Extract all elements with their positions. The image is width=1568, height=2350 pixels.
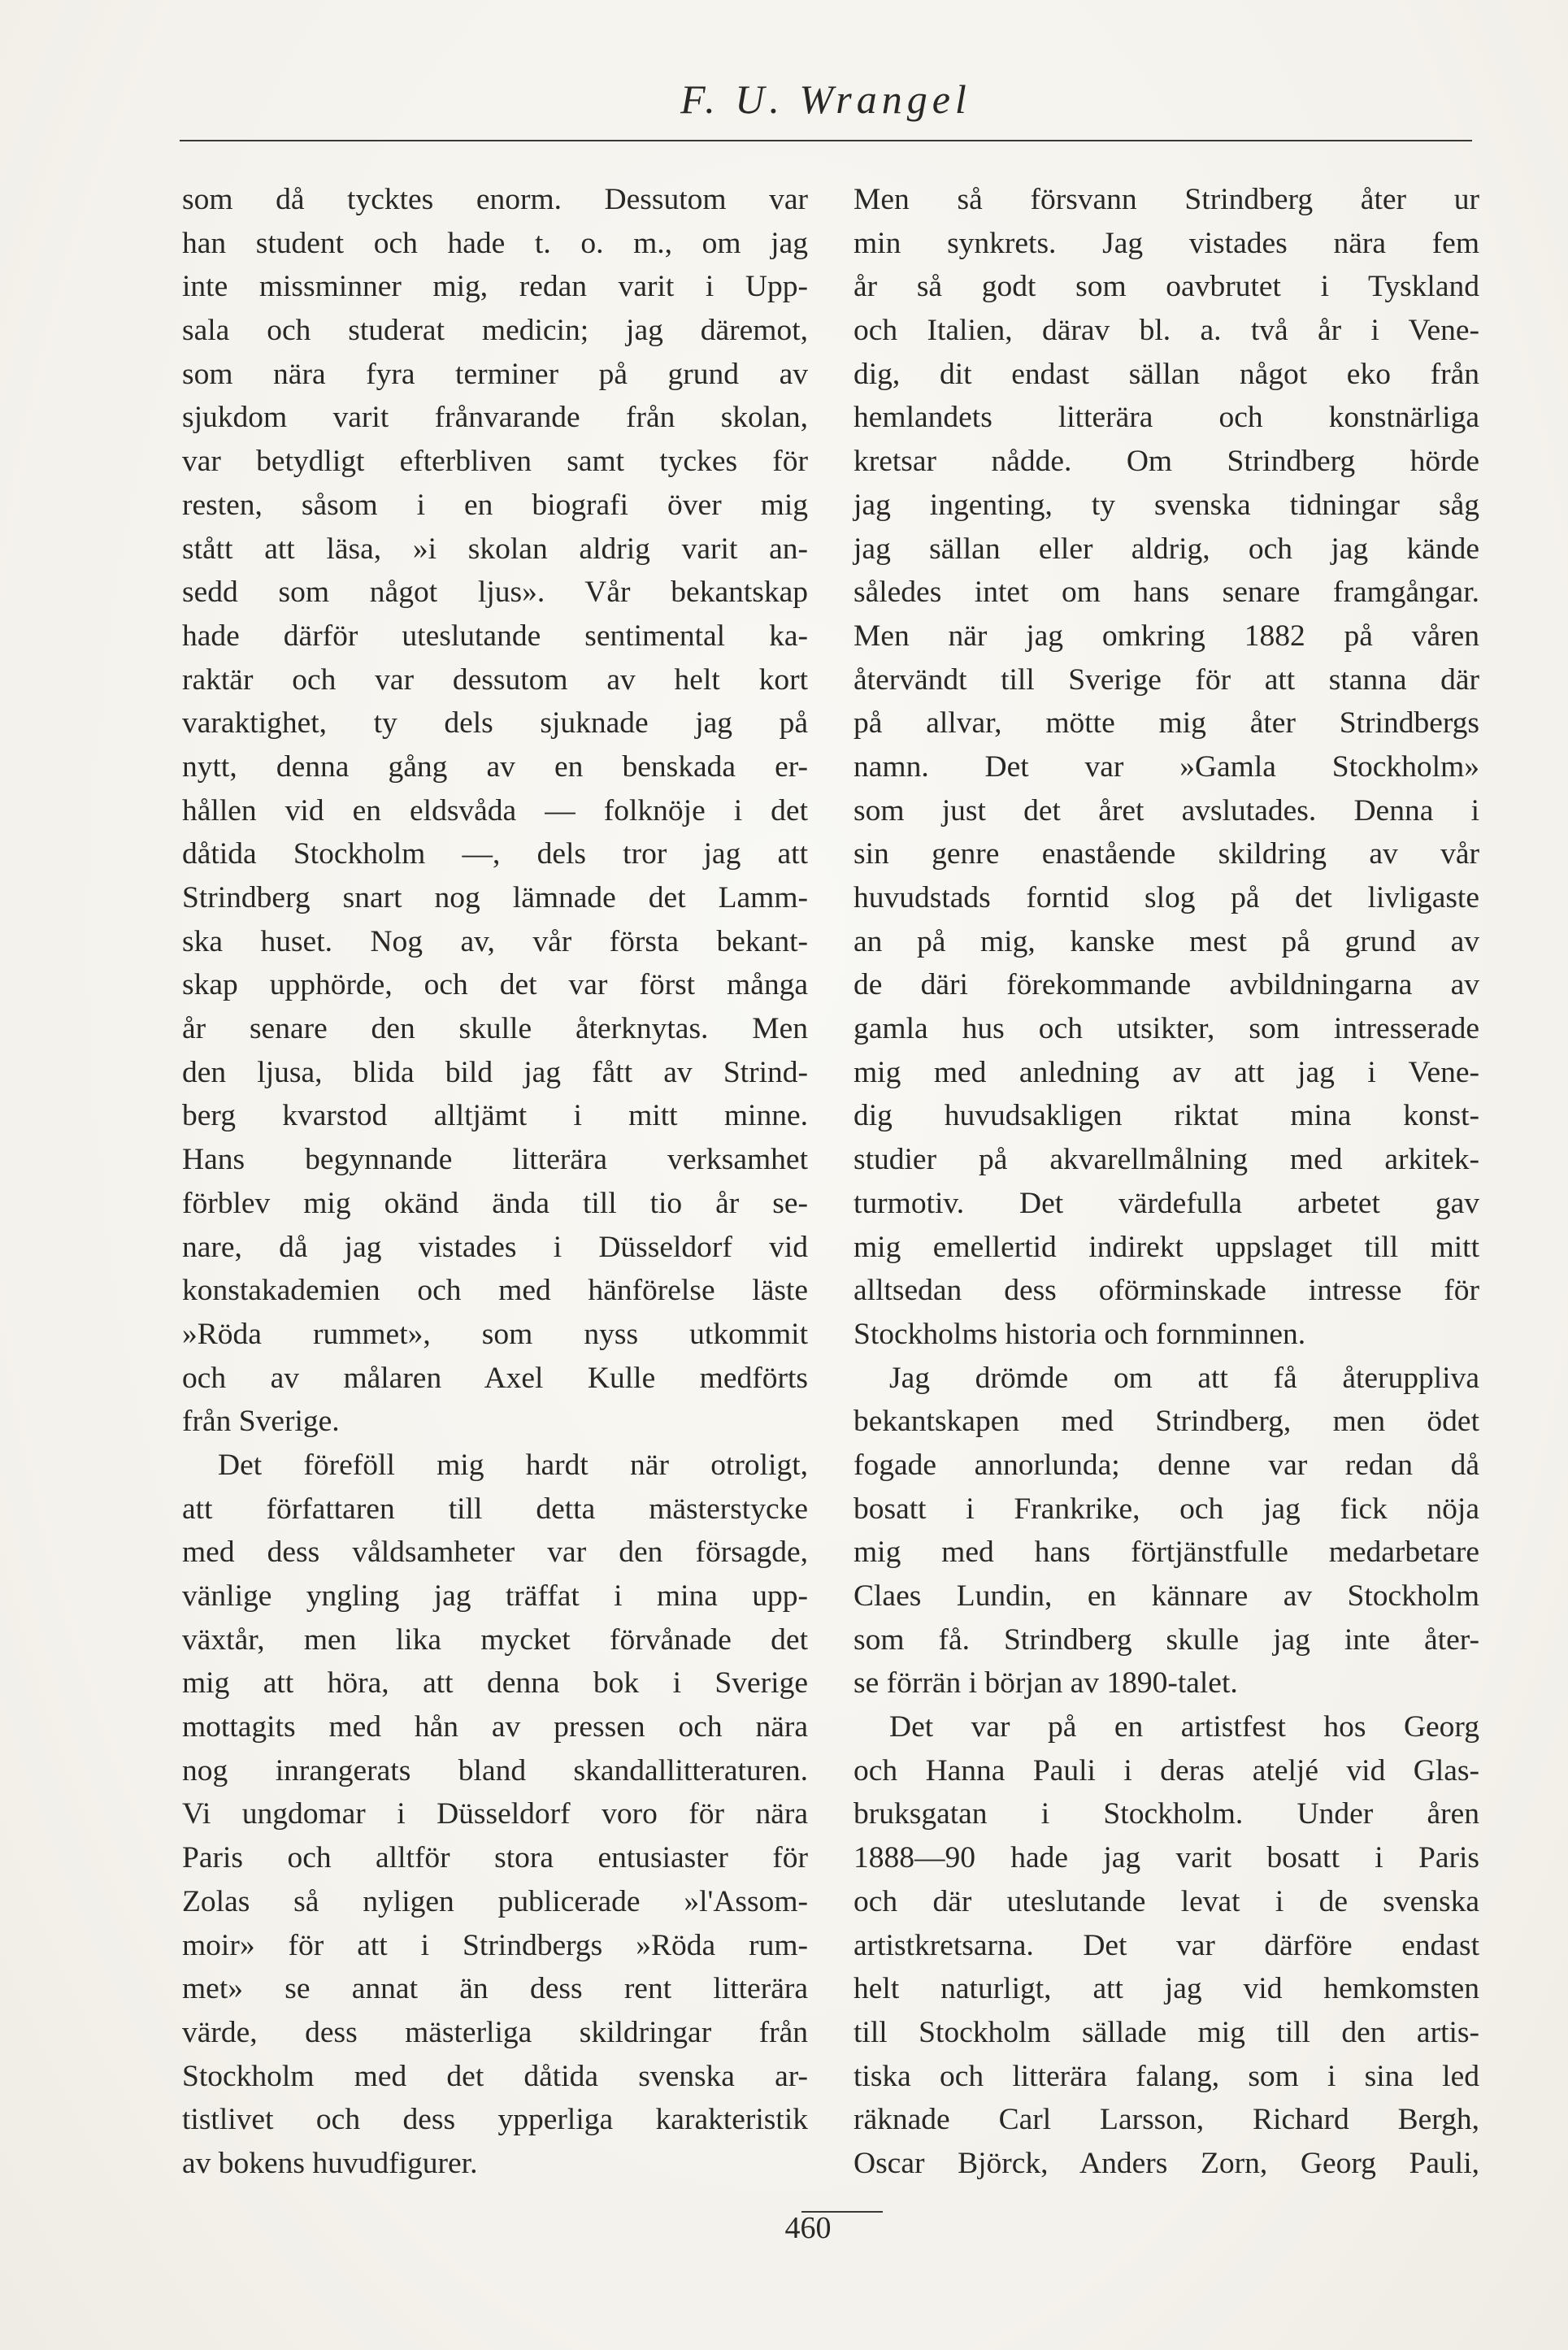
text-line: Jag drömde om att få återuppliva: [889, 1361, 1479, 1395]
text-line: dig huvudsakligen riktat mina konst-: [853, 1099, 1479, 1133]
text-line: Strindberg snart nog lämnade det Lamm-: [182, 881, 808, 914]
text-line: att författaren till detta mästerstycke: [182, 1492, 808, 1526]
text-line: bosatt i Frankrike, och jag fick nöja: [853, 1492, 1479, 1526]
text-line: resten, såsom i en biografi över mig: [182, 488, 808, 522]
right-text-column: [853, 178, 1479, 2186]
text-line: Hans begynnande litterära verksamhet: [182, 1143, 808, 1177]
text-line: Claes Lundin, en kännare av Stockholm: [853, 1579, 1479, 1613]
text-line: hållen vid en eldsvåda — folknöje i det: [182, 793, 808, 827]
text-line: hade därför uteslutande sentimental ka-: [182, 619, 808, 653]
text-line: tistlivet och dess ypperliga karakteristik: [182, 2103, 808, 2137]
text-line: räknade Carl Larsson, Richard Bergh,: [853, 2103, 1479, 2137]
page-number: 460: [784, 2211, 832, 2245]
text-line: växtår, men lika mycket förvånade det: [182, 1622, 808, 1657]
text-line: mig med anledning av att jag i Vene-: [853, 1055, 1479, 1089]
text-line: Oscar Björck, Anders Zorn, Georg Pauli,: [853, 2146, 1479, 2180]
text-line: på allvar, mötte mig åter Strindbergs: [853, 706, 1479, 741]
text-line: ska huset. Nog av, vår första bekant-: [182, 924, 808, 958]
text-line: min synkrets. Jag vistades nära fem: [853, 226, 1479, 260]
text-line: Det var på en artistfest hos Georg: [889, 1710, 1479, 1744]
text-line: de däri förekommande avbildningarna av: [853, 968, 1479, 1002]
text-line: sjukdom varit frånvarande från skolan,: [182, 401, 808, 435]
text-line: han student och hade t. o. m., om jag: [182, 226, 808, 260]
text-line: stått att läsa, »i skolan aldrig varit an-: [182, 532, 808, 566]
text-line: alltsedan dess oförminskade intresse för: [853, 1274, 1479, 1308]
text-line: och av målaren Axel Kulle medförts: [182, 1361, 808, 1395]
text-line: år så godt som oavbrutet i Tyskland: [853, 270, 1479, 304]
text-line: nog inrangerats bland skandallitteraturen.: [182, 1753, 808, 1787]
text-line: namn. Det var »Gamla Stockholm»: [853, 749, 1479, 784]
text-line: mig med hans förtjänstfulle medarbetare: [853, 1536, 1479, 1570]
text-line: till Stockholm sällade mig till den artis-: [853, 2015, 1479, 2049]
text-line: jag ingenting, ty svenska tidningar såg: [853, 488, 1479, 522]
text-line: Vi ungdomar i Düsseldorf voro för nära: [182, 1797, 808, 1831]
text-line: skap upphörde, och det var först många: [182, 968, 808, 1002]
text-line: artistkretsarna. Det var därföre endast: [853, 1928, 1479, 1962]
text-line: dåtida Stockholm —, dels tror jag att: [182, 837, 808, 871]
text-line: Stockholm med det dåtida svenska ar-: [182, 2059, 808, 2093]
text-line: av bokens huvudfigurer.: [182, 2146, 478, 2180]
text-line: an på mig, kanske mest på grund av: [853, 924, 1479, 958]
text-line: studier på akvarellmålning med arkitek-: [853, 1143, 1479, 1177]
text-line: gamla hus och utsikter, som intresserade: [853, 1012, 1479, 1046]
text-line: sala och studerat medicin; jag däremot,: [182, 314, 808, 348]
text-line: tiska och litterära falang, som i sina led: [853, 2059, 1479, 2093]
header-rule: [180, 140, 1472, 141]
text-line: som nära fyra terminer på grund av: [182, 357, 808, 391]
text-line: och Hanna Pauli i deras ateljé vid Glas-: [853, 1753, 1479, 1787]
text-line: nare, då jag vistades i Düsseldorf vid: [182, 1230, 808, 1264]
text-line: från Sverige.: [182, 1405, 340, 1439]
text-line: se förrän i början av 1890-talet.: [853, 1666, 1238, 1701]
text-line: helt naturligt, att jag vid hemkomsten: [853, 1972, 1479, 2006]
text-line: Paris och alltför stora entusiaster för: [182, 1841, 808, 1875]
text-line: kretsar nådde. Om Strindberg hörde: [853, 445, 1479, 479]
text-line: mottagits med hån av pressen och nära: [182, 1710, 808, 1744]
text-line: mig att höra, att denna bok i Sverige: [182, 1666, 808, 1701]
text-line: vänlige yngling jag träffat i mina upp-: [182, 1579, 808, 1613]
text-line: som få. Strindberg skulle jag inte åter-: [853, 1622, 1479, 1657]
text-line: sedd som något ljus». Vår bekantskap: [182, 576, 808, 610]
text-line: berg kvarstod alltjämt i mitt minne.: [182, 1099, 808, 1133]
text-line: återvändt till Sverige för att stanna där: [853, 662, 1479, 697]
text-line: Men så försvann Strindberg åter ur: [853, 183, 1479, 216]
text-line: nytt, denna gång av en benskada er-: [182, 749, 808, 784]
text-line: den ljusa, blida bild jag fått av Strind-: [182, 1055, 808, 1089]
text-line: raktär och var dessutom av helt kort: [182, 662, 808, 697]
text-line: hemlandets litterära och konstnärliga: [853, 401, 1479, 435]
text-line: »Röda rummet», som nyss utkommit: [182, 1317, 808, 1351]
text-line: mig emellertid indirekt uppslaget till mitt: [853, 1230, 1479, 1264]
text-line: dig, dit endast sällan något eko från: [853, 357, 1479, 391]
text-line: fogade annorlunda; denne var redan då: [853, 1448, 1479, 1482]
text-line: bekantskapen med Strindberg, men ödet: [853, 1405, 1479, 1439]
text-line: var betydligt efterbliven samt tyckes för: [182, 445, 808, 479]
text-line: således intet om hans senare framgångar.: [853, 576, 1479, 610]
text-line: som då tycktes enorm. Dessutom var: [182, 183, 808, 216]
text-line: 1888—90 hade jag varit bosatt i Paris: [853, 1841, 1479, 1875]
text-line: turmotiv. Det värdefulla arbetet gav: [853, 1186, 1479, 1220]
text-line: Stockholms historia och fornminnen.: [853, 1317, 1306, 1351]
text-line: Det föreföll mig hardt när otroligt,: [218, 1448, 808, 1482]
text-line: med dess våldsamheter var den försagde,: [182, 1536, 808, 1570]
text-line: huvudstads forntid slog på det livligaste: [853, 881, 1479, 914]
text-line: och Italien, därav bl. a. två år i Vene-: [853, 314, 1479, 348]
text-line: värde, dess mästerliga skildringar från: [182, 2015, 808, 2049]
text-line: förblev mig okänd ända till tio år se-: [182, 1186, 808, 1220]
text-line: inte missminner mig, redan varit i Upp-: [182, 270, 808, 304]
left-text-column: [182, 178, 808, 2186]
text-line: konstakademien och med hänförelse läste: [182, 1274, 808, 1308]
text-line: Men när jag omkring 1882 på våren: [853, 619, 1479, 653]
text-line: år senare den skulle återknytas. Men: [182, 1012, 808, 1046]
text-line: moir» för att i Strindbergs »Röda rum-: [182, 1928, 808, 1962]
text-line: varaktighet, ty dels sjuknade jag på: [182, 706, 808, 741]
text-line: sin genre enastående skildring av vår: [853, 837, 1479, 871]
text-line: jag sällan eller aldrig, och jag kände: [853, 532, 1479, 566]
running-head: F. U. Wrangel: [680, 76, 971, 122]
text-line: som just det året avslutades. Denna i: [853, 793, 1479, 827]
text-line: och där uteslutande levat i de svenska: [853, 1884, 1479, 1918]
text-line: met» se annat än dess rent litterära: [182, 1972, 808, 2006]
text-line: Zolas så nyligen publicerade »l'Assom-: [182, 1884, 808, 1918]
text-line: bruksgatan i Stockholm. Under åren: [853, 1797, 1479, 1831]
